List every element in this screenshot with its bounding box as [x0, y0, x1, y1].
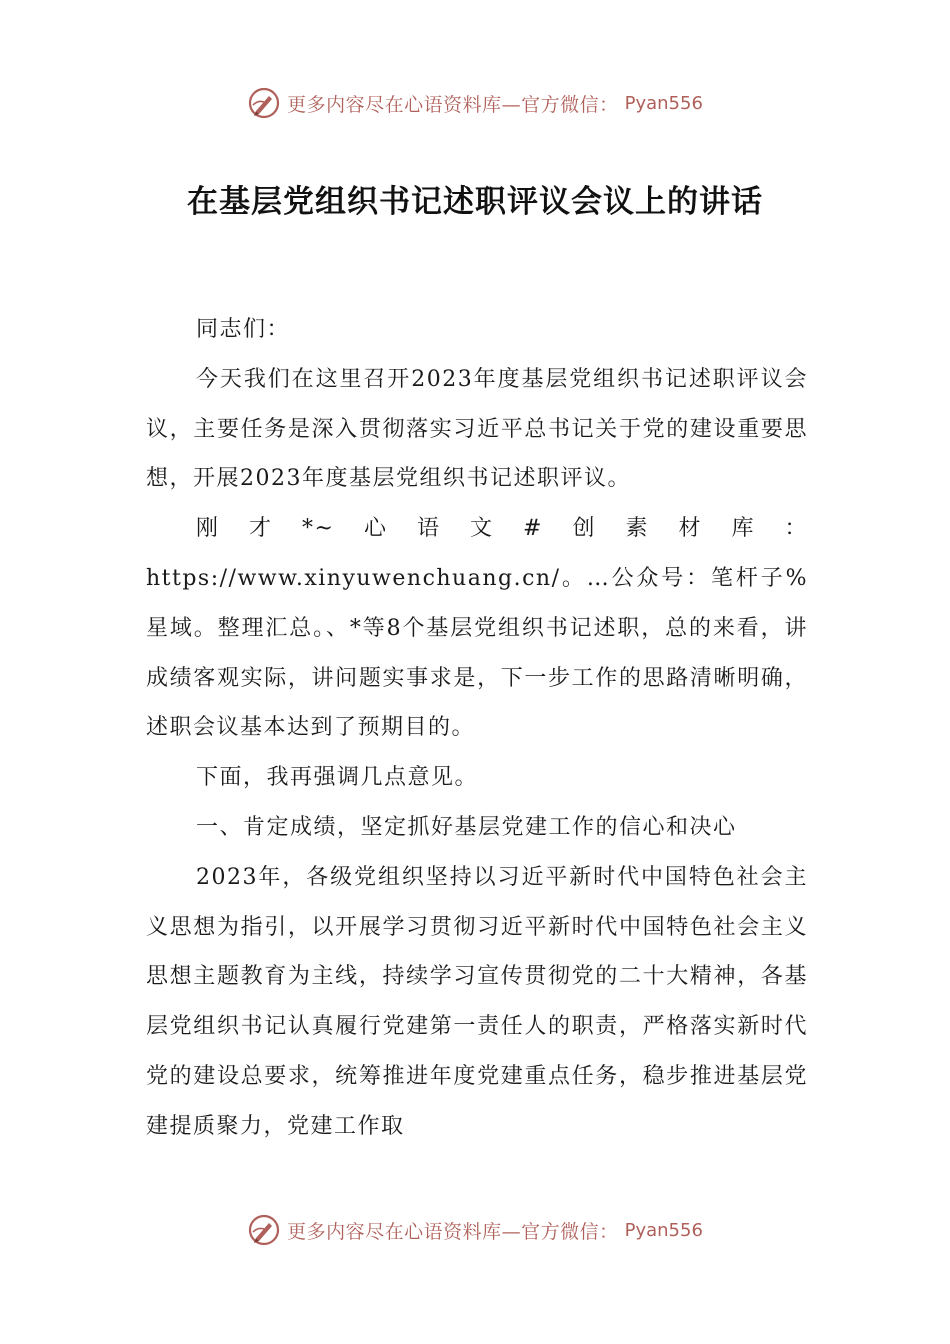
footer-banner [0, 1210, 950, 1250]
paragraph-achievements: 2023年，各级党组织坚持以习近平新时代中国特色社会主义思想为指引，以开展学习贯彻习近平新时代中国特色社会主义思想主题教育为主线，持续学习宣传贯彻党的二十大精神，各基层党组织书记认真履行党建第一责任人的职责，严格落实新时代党的建设总要求，统筹推进年度党建重点任务，稳步推进基层党建提质聚力，党建工作取 [146, 864, 808, 1139]
paragraph-intro: 今天我们在这里召开2023年度基层党组织书记述职评议会议，主要任务是深入贯彻落实习近平总书记关于党的建设重要思想，开展2023年度基层党组织书记述职评议。 [146, 366, 808, 492]
banner-wechat-id: Pyan556 [624, 1219, 703, 1241]
paragraph-salutation: 同志们： [196, 317, 291, 342]
pen-logo-icon [247, 1213, 281, 1247]
document-title: 在基层党组织书记述职评议会议上的讲话 [187, 184, 763, 220]
banner-text: 更多内容尽在心语资料库—官方微信： [287, 1220, 619, 1243]
banner-wechat-id: Pyan556 [624, 92, 703, 114]
document-body [146, 305, 808, 1152]
section-heading-1: 一、肯定成绩，坚定抓好基层党建工作的信心和决心 [196, 814, 737, 840]
header-banner [0, 83, 950, 123]
banner-text: 更多内容尽在心语资料库—官方微信： [287, 93, 619, 116]
paragraph-review: 刚才*~心语文#创素材库：https://www.xinyuwenchuang.cn/。…公众号：笔杆子%星域。整理汇总。、*等8个基层党组织书记述职，总的来看，讲成绩客观实际，讲问题实事求是，下一步工作的思路清晰明确，述职会议基本达到了预期目的。 [146, 516, 808, 741]
pen-logo-icon [247, 86, 281, 120]
paragraph-transition: 下面，我再强调几点意见。 [196, 765, 479, 791]
